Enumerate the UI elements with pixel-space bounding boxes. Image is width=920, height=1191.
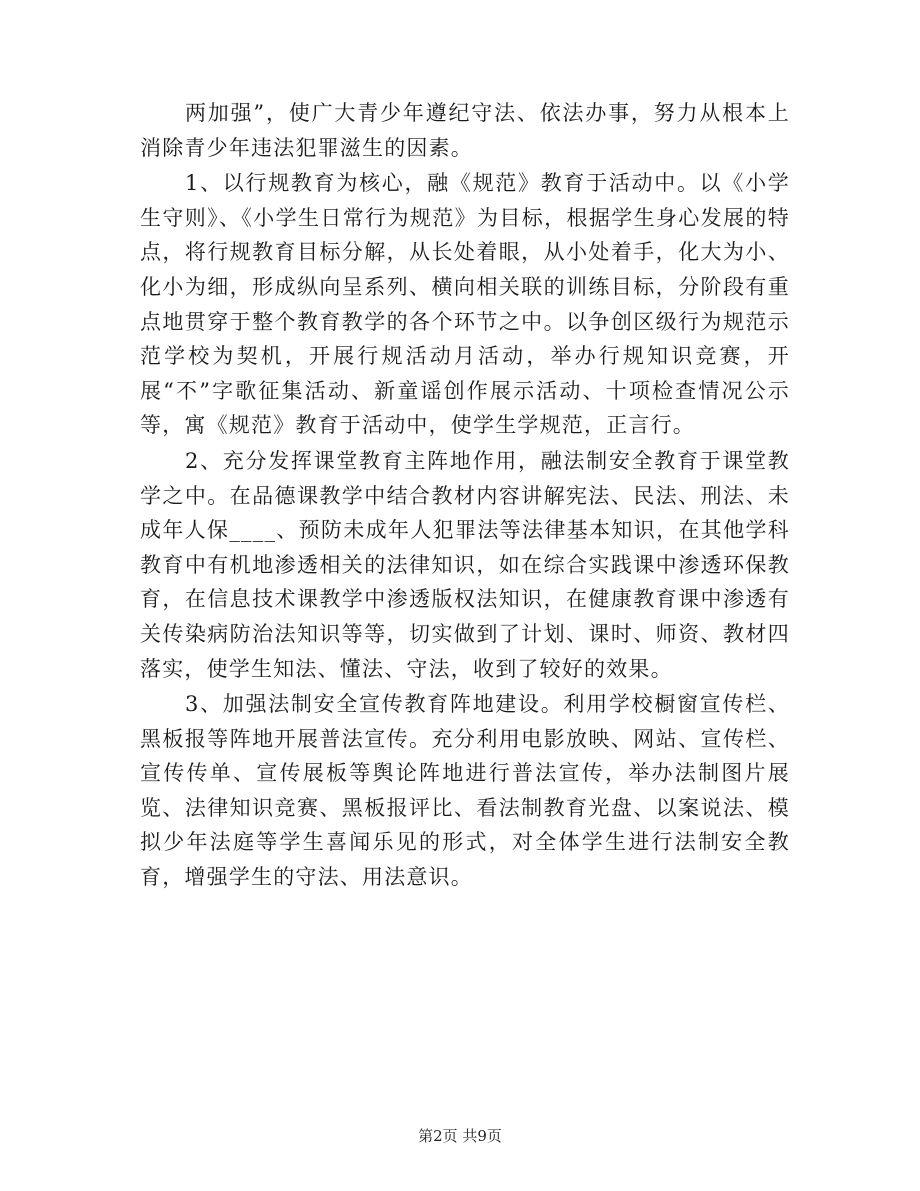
paragraph-item-1: 1、以行规教育为核心，融《规范》教育于活动中。以《小学生守则》、《小学生日常行为规范》为目标，根据学生身心发展的特点，将行规教育目标分解，从长处着眼，从小处着手，化大为小、化小为细，形成纵向呈系列、横向相关联的训练目标，分阶段有重点地贯穿于整个教育教学的各个环节之中。以争创区级行为规范示范学校为契机，开展行规活动月活动，举办行规知识竞赛，开展“不”字歌征集活动、新童谣创作展示活动、十项检查情况公示等，寓《规范》教育于活动中，使学生学规范，正言行。 <box>140 171 790 438</box>
paragraph-item-3: 3、加强法制安全宣传教育阵地建设。利用学校橱窗宣传栏、黑板报等阵地开展普法宣传。充分利用电影放映、网站、宣传栏、宣传传单、宣传展板等舆论阵地进行普法宣传，举办法制图片展览、法律知识竞赛、黑板报评比、看法制教育光盘、以案说法、模拟少年法庭等学生喜闻乐见的形式，对全体学生进行法制安全教育，增强学生的守法、用法意识。 <box>140 692 790 890</box>
paragraph-continuation: 两加强”，使广大青少年遵纪守法、依法办事，努力从根本上消除青少年违法犯罪滋生的因素。 <box>140 101 790 160</box>
paragraph-item-2: 2、充分发挥课堂教育主阵地作用，融法制安全教育于课堂教学之中。在品德课教学中结合教材内容讲解宪法、民法、刑法、未成年人保____、预防未成年人犯罪法等法律基本知识，在其他学科教育中有机地渗透相关的法律知识，如在综合实践课中渗透环保教育，在信息技术课教学中渗透版权法知识，在健康教育课中渗透有关传染病防治法知识等等，切实做到了计划、课时、师资、教材四落实，使学生知法、懂法、守法，收到了较好的效果。 <box>140 448 790 681</box>
page-number-footer: 第2页 共9页 <box>418 1127 502 1145</box>
document-body <box>140 96 790 896</box>
